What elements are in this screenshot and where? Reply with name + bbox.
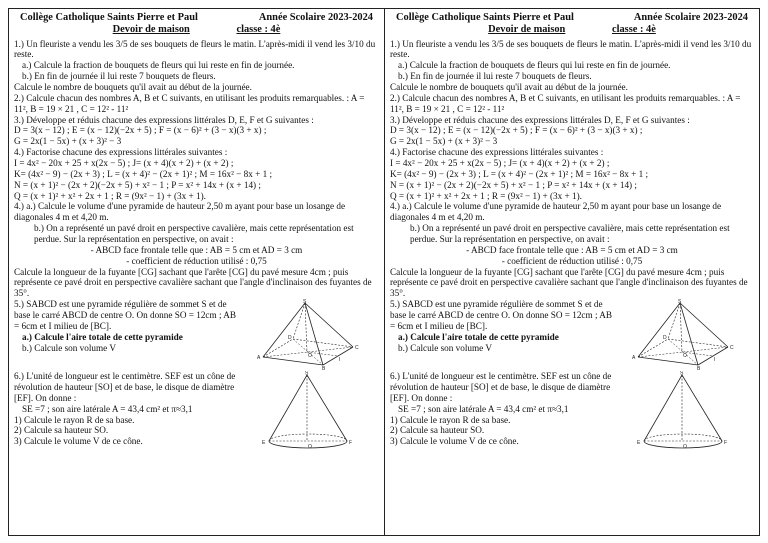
ex6-given: SE =7 ; son aire latérale A = 43,4 cm² et π≈3,1 bbox=[22, 403, 193, 414]
worksheet-copy-left bbox=[9, 9, 384, 535]
ex5-a: a.) Calcule l'aire totale de cette pyramide bbox=[398, 331, 559, 342]
label-B: B bbox=[321, 366, 325, 372]
subtitle-line bbox=[390, 24, 754, 36]
label-C: C bbox=[729, 345, 734, 352]
ex6-block bbox=[390, 371, 754, 453]
ex5-block bbox=[390, 299, 754, 371]
ex1-a: a.) Calcule la fraction de bouquets de fleurs qui lui reste en fin de journée. bbox=[22, 60, 295, 71]
label-I: I bbox=[713, 357, 716, 364]
ex2-intro: 2.) Calcule chacun des nombres A, B et C suivants, en utilisant les produits remarquables. : A = 11², B = 19 × 21 , C = 12² - 11² bbox=[390, 92, 741, 114]
header-line bbox=[14, 12, 379, 24]
label-A: A bbox=[256, 355, 260, 362]
ex4-line4: Q = (x + 1)² + x² + 2x + 1 ; R = (9x² − 1) + (3x + 1). bbox=[14, 190, 206, 201]
ex4-line3: N = (x + 1)² − (2x + 2)(−2x + 5) + x² − 1 ; P = x² + 14x + (x + 14) ; bbox=[390, 179, 637, 190]
ex4b-c1: - ABCD face frontale telle que : AB = 5 cm et AD = 3 cm bbox=[466, 244, 678, 255]
ex4-line4: Q = (x + 1)² + x² + 2x + 1 ; R = (9x² − 1) + (3x + 1). bbox=[390, 190, 582, 201]
cone-figure bbox=[616, 371, 754, 453]
ex4b-b: b.) On a représenté un pavé droit en perspective cavalière, mais cette représentation est perdue. Sur la représentation en perspective, on avait : bbox=[34, 223, 354, 244]
pyramid-figure bbox=[616, 299, 754, 371]
ex6-given: SE =7 ; son aire latérale A = 43,4 cm² et π≈3,1 bbox=[398, 403, 569, 414]
ex6-intro: 6.) L'unité de longueur est le centimètre. SEF est un cône de révolution de hauteur [SO] et de base, le disque de diamètre [EF]. On donne : bbox=[390, 371, 612, 403]
label-O: O bbox=[682, 353, 687, 360]
label-S: S bbox=[302, 299, 306, 306]
ex3-line2: G = 2x(1 − 5x) + (x + 3)² − 3 bbox=[390, 136, 498, 147]
ex1-c: Calcule le nombre de bouquets qu'il avait au début de la journée. bbox=[390, 81, 628, 92]
label-E: E bbox=[261, 440, 265, 447]
pyramid-figure bbox=[240, 299, 379, 371]
ex5-intro: 5.) SABCD est une pyramide régulière de sommet S et de base le carré ABCD de centre O. On donne SO = 12cm ; AB = 6cm et I milieu de [BC]. bbox=[14, 299, 237, 331]
ex1-b: b.) En fin de journée il lui reste 7 bouquets de fleurs. bbox=[22, 71, 216, 82]
ex3-line1: D = 3(x − 12) ; E = (x − 12)(−2x + 5) ; F = (x − 6)² + (3 − x)(3 + x) ; bbox=[390, 125, 643, 136]
label-D: D bbox=[287, 335, 292, 342]
ex3-intro: 3.) Développe et réduis chacune des expressions littérales D, E, F et G suivantes : bbox=[14, 114, 314, 125]
ex4b-a: 4.) a.) Calcule le volume d'une pyramide de hauteur 2,50 m ayant pour base un losange de diagonales 4 m et 4,20 m. bbox=[390, 201, 722, 223]
ex6-q1: 1) Calcule le rayon R de sa base. bbox=[390, 414, 511, 425]
school-year: Année Scolaire 2023-2024 bbox=[633, 12, 748, 23]
worksheet-sheet bbox=[8, 8, 760, 536]
school-year: Année Scolaire 2023-2024 bbox=[258, 12, 373, 23]
class-label: classe : 4è bbox=[236, 24, 281, 36]
ex6-q3: 3) Calcule le volume V de ce cône. bbox=[390, 436, 519, 447]
ex1-a: a.) Calcule la fraction de bouquets de fleurs qui lui reste en fin de journée. bbox=[398, 60, 671, 71]
ex2-intro: 2.) Calcule chacun des nombres A, B et C suivants, en utilisant les produits remarquables. : A = 11², B = 19 × 21 , C = 12² - 11² bbox=[14, 92, 365, 114]
homework-title: Devoir de maison bbox=[112, 24, 190, 36]
ex5-b: b.) Calcule son volume V bbox=[22, 342, 116, 353]
ex4-line2: K= (4x² − 9) − (2x + 3) ; L = (x + 4)² − (2x + 1)² ; M = 16x² − 8x + 1 ; bbox=[390, 168, 649, 179]
ex4-intro: 4.) Factorise chacune des expressions littérales suivantes : bbox=[14, 147, 228, 158]
label-O: O bbox=[307, 353, 312, 360]
cone-diagram bbox=[630, 371, 740, 453]
ex4b-question: Calcule la longueur de la fuyante [CG] sachant que l'arête [CG] du pavé mesure 4cm ; puis représente ce pavé droit en perspective cavalière sachant que l'angle d'inclinaison des fuyantes de 35°. bbox=[14, 266, 372, 299]
ex4b-question: Calcule la longueur de la fuyante [CG] sachant que l'arête [CG] du pavé mesure 4cm ; puis représente ce pavé droit en perspective cavalière sachant que l'angle d'inclinaison des fuyantes de 35°. bbox=[390, 266, 748, 299]
ex4b-c2: - coefficient de réduction utilisé : 0,75 bbox=[126, 255, 267, 266]
ex5-b: b.) Calcule son volume V bbox=[398, 342, 492, 353]
label-A: A bbox=[631, 355, 636, 362]
ex6-q3: 3) Calcule le volume V de ce cône. bbox=[14, 436, 143, 447]
ex5-intro: 5.) SABCD est une pyramide régulière de sommet S et de base le carré ABCD de centre O. On donne SO = 12cm ; AB = 6cm et I milieu de [BC]. bbox=[390, 299, 613, 331]
ex6-block bbox=[14, 371, 379, 453]
label-F: F bbox=[348, 440, 352, 447]
ex6-intro: 6.) L'unité de longueur est le centimètre. SEF est un cône de révolution de hauteur [SO] et de base, le disque de diamètre [EF]. On donne : bbox=[14, 371, 236, 403]
label-O-cone: O bbox=[307, 444, 312, 451]
label-D: D bbox=[662, 335, 667, 342]
label-S: S bbox=[677, 299, 682, 306]
ex1-intro: 1.) Un fleuriste a vendu les 3/5 de ses bouquets de fleurs le matin. L'après-midi il vend les 3/10 du reste. bbox=[14, 38, 376, 60]
label-S-cone: S bbox=[679, 371, 684, 377]
school-name: Collège Catholique Saints Pierre et Paul bbox=[396, 12, 574, 23]
ex3-intro: 3.) Développe et réduis chacune des expressions littérales D, E, F et G suivantes : bbox=[390, 114, 690, 125]
ex4-intro: 4.) Factorise chacune des expressions littérales suivantes : bbox=[390, 147, 604, 158]
pyramid-diagram bbox=[255, 299, 365, 371]
ex4-line1: I = 4x² − 20x + 25 + x(2x − 5) ; J= (x + 4)(x + 2) + (x + 2) ; bbox=[14, 157, 234, 168]
worksheet-copy-right bbox=[384, 9, 759, 535]
ex6-q2: 2) Calcule sa hauteur SO. bbox=[14, 425, 109, 436]
ex1-b: b.) En fin de journée il lui reste 7 bouquets de fleurs. bbox=[398, 71, 592, 82]
pyramid-diagram bbox=[630, 299, 740, 371]
ex3-line1: D = 3(x − 12) ; E = (x − 12)(−2x + 5) ; F = (x − 6)² + (3 − x)(3 + x) ; bbox=[14, 125, 267, 136]
cone-figure bbox=[240, 371, 379, 453]
cone-diagram bbox=[255, 371, 365, 453]
label-E: E bbox=[636, 440, 641, 447]
header-line bbox=[390, 12, 754, 24]
ex4b-c1: - ABCD face frontale telle que : AB = 5 cm et AD = 3 cm bbox=[90, 244, 303, 255]
homework-title: Devoir de maison bbox=[488, 24, 566, 36]
label-C: C bbox=[354, 345, 359, 352]
ex1-intro: 1.) Un fleuriste a vendu les 3/5 de ses bouquets de fleurs le matin. L'après-midi il vend les 3/10 du reste. bbox=[390, 38, 752, 60]
class-label: classe : 4è bbox=[611, 24, 656, 36]
ex4-line3: N = (x + 1)² − (2x + 2)(−2x + 5) + x² − 1 ; P = x² + 14x + (x + 14) ; bbox=[14, 179, 261, 190]
label-S-cone: S bbox=[304, 371, 308, 377]
label-F: F bbox=[723, 440, 727, 447]
ex5-block bbox=[14, 299, 379, 371]
school-name: Collège Catholique Saints Pierre et Paul bbox=[20, 12, 198, 23]
label-O-cone: O bbox=[682, 444, 687, 451]
ex1-c: Calcule le nombre de bouquets qu'il avait au début de la journée. bbox=[14, 81, 252, 92]
ex6-q1: 1) Calcule le rayon R de sa base. bbox=[14, 414, 135, 425]
ex4b-c2: - coefficient de réduction utilisé : 0,75 bbox=[501, 255, 643, 266]
ex3-line2: G = 2x(1 − 5x) + (x + 3)² − 3 bbox=[14, 136, 122, 147]
ex4-line1: I = 4x² − 20x + 25 + x(2x − 5) ; J= (x + 4)(x + 2) + (x + 2) ; bbox=[390, 157, 610, 168]
ex4-line2: K= (4x² − 9) − (2x + 3) ; L = (x + 4)² − (2x + 1)² ; M = 16x² − 8x + 1 ; bbox=[14, 168, 273, 179]
ex4b-a: 4.) a.) Calcule le volume d'une pyramide de hauteur 2,50 m ayant pour base un losange de diagonales 4 m et 4,20 m. bbox=[14, 201, 346, 223]
ex4b-b: b.) On a représenté un pavé droit en perspective cavalière, mais cette représentation est perdue. Sur la représentation en perspective, on avait : bbox=[410, 223, 730, 244]
label-I: I bbox=[338, 357, 341, 364]
subtitle-line bbox=[14, 24, 379, 36]
label-B: B bbox=[696, 366, 701, 372]
ex5-a: a.) Calcule l'aire totale de cette pyramide bbox=[22, 331, 183, 342]
ex6-q2: 2) Calcule sa hauteur SO. bbox=[390, 425, 485, 436]
